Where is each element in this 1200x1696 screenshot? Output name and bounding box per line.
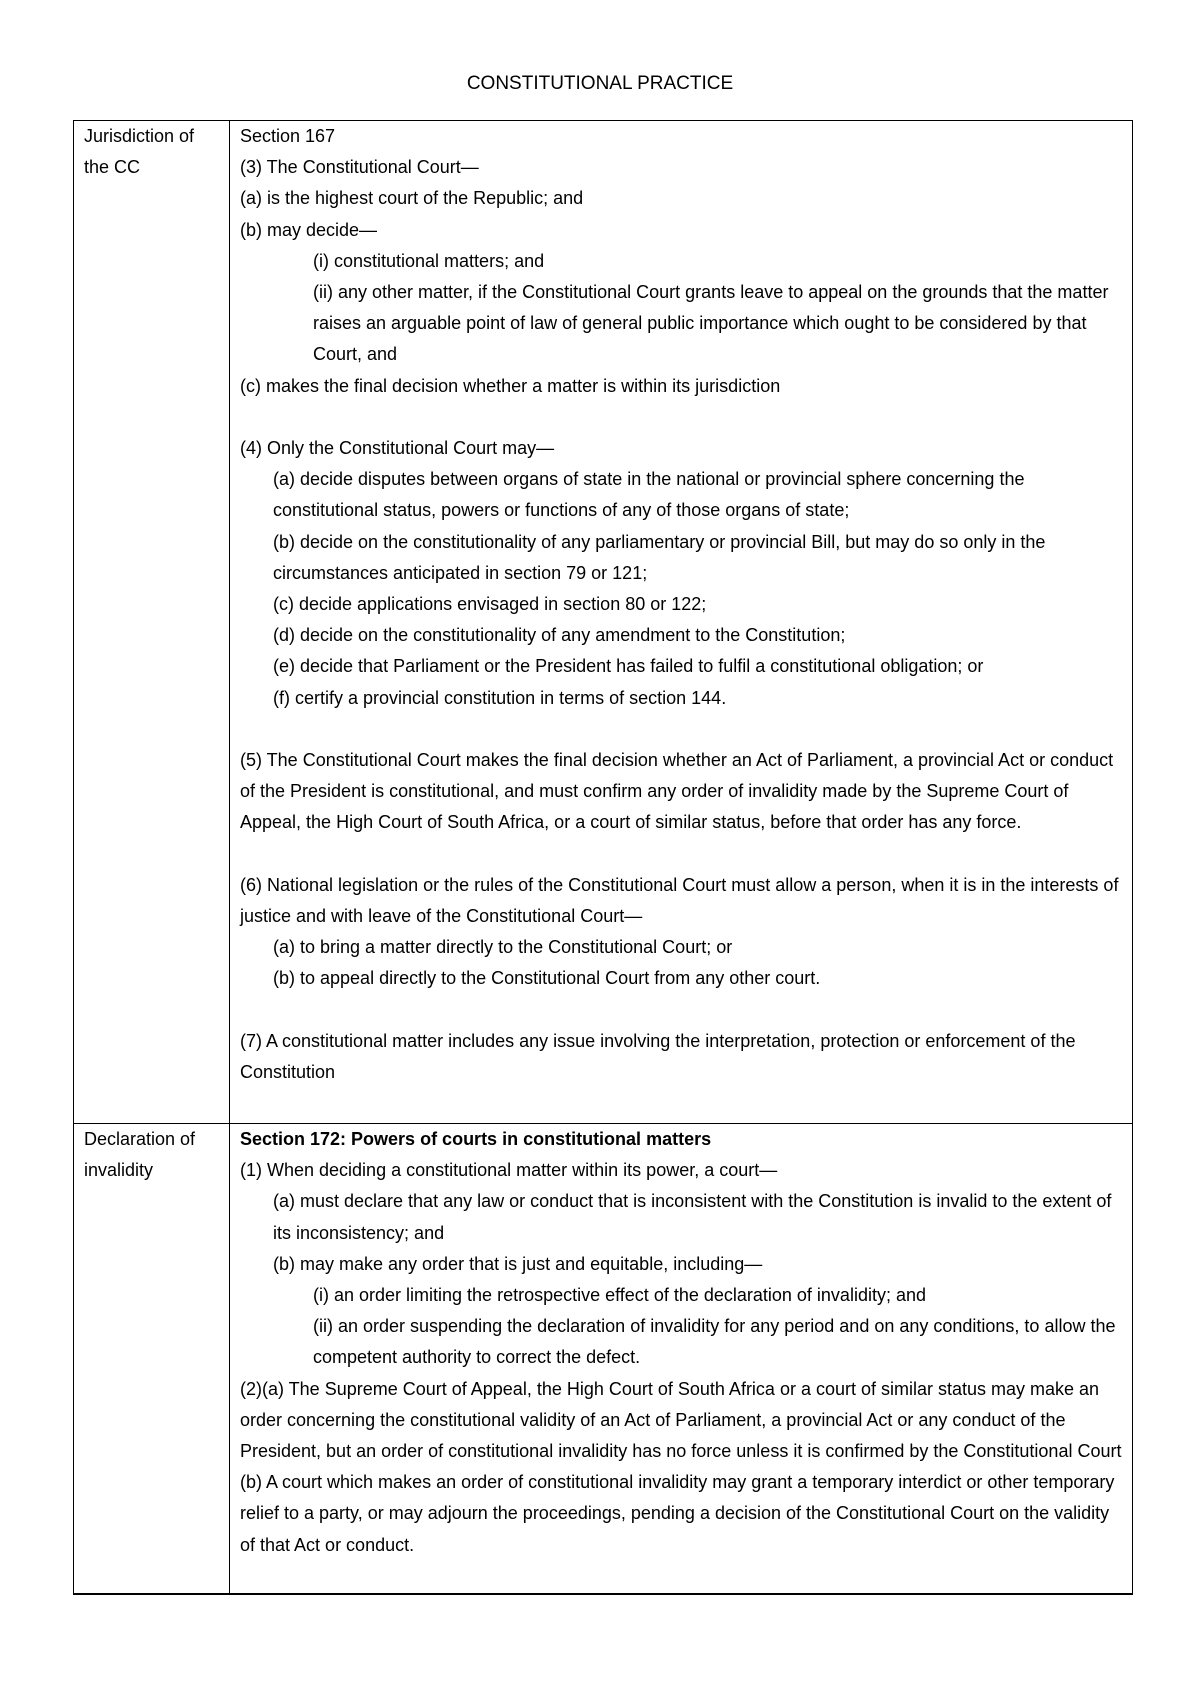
- provision-line: (c) decide applications envisaged in section 80 or 122;: [273, 594, 707, 615]
- provision-line: (c) makes the final decision whether a matter is within its jurisdiction: [240, 375, 781, 396]
- blank-line: [240, 839, 1126, 870]
- provision-line: (4) Only the Constitutional Court may—: [240, 438, 555, 459]
- row-content-cell: [230, 1124, 1133, 1595]
- blank-line: [240, 714, 1126, 745]
- provision-line: (2)(a) The Supreme Court of Appeal, the High Court of South Africa or a court of similar status may make an order concerning the constitutional validity of an Act of Parliament, a provincial Act or any conduct of the President, but an order of constitutional invalidity has no force unless it is confirmed by the Constitutional Court: [240, 1378, 1122, 1462]
- provision-line: (e) decide that Parliament or the President has failed to fulfil a constitutional obligation; or: [273, 656, 984, 677]
- provision-line: (f) certify a provincial constitution in terms of section 144.: [273, 687, 727, 708]
- provision-line: (d) decide on the constitutionality of any amendment to the Constitution;: [273, 625, 846, 646]
- section-heading: Section 172: Powers of courts in constitutional matters: [240, 1129, 712, 1149]
- provision-line: (ii) any other matter, if the Constitutional Court grants leave to appeal on the grounds that the matter raises an arguable point of law of general public importance which ought to be considered by that Court, and: [313, 282, 1109, 365]
- provision-line: (b) may decide—: [240, 219, 378, 240]
- row-label-cell: [74, 121, 230, 1124]
- content-table: [73, 120, 1133, 1595]
- provision-line: (1) When deciding a constitutional matter within its power, a court—: [240, 1160, 778, 1181]
- provision-line: (b) may make any order that is just and equitable, including—: [273, 1253, 763, 1274]
- provision-line: (7) A constitutional matter includes any issue involving the interpretation, protection or enforcement of the Constitution: [240, 1030, 1076, 1083]
- document-title: CONSTITUTIONAL PRACTICE: [466, 73, 734, 94]
- provision-line: (b) to appeal directly to the Constitutional Court from any other court.: [273, 968, 821, 989]
- provision-line: (i) an order limiting the retrospective effect of the declaration of invalidity; and: [313, 1285, 926, 1306]
- provision-line: Section 167: [240, 126, 336, 146]
- provision-line: (a) decide disputes between organs of state in the national or provincial sphere concerning the constitutional status, powers or functions of any of those organs of state;: [273, 469, 1025, 521]
- row-label: Jurisdiction of the CC: [84, 126, 195, 178]
- provision-line: (b) A court which makes an order of constitutional invalidity may grant a temporary interdict or other temporary relief to a party, or may adjourn the proceedings, pending a decision of the Constitutional Court on the validity of that Act or conduct.: [240, 1472, 1115, 1555]
- blank-line: [240, 995, 1126, 1026]
- row-label-cell: [74, 1124, 230, 1595]
- row-content-cell: [230, 121, 1133, 1124]
- provision-line: (i) constitutional matters; and: [313, 250, 545, 271]
- table-row: [74, 1124, 1133, 1595]
- provision-line: (5) The Constitutional Court makes the final decision whether an Act of Parliament, a provincial Act or conduct of the President is constitutional, and must confirm any order of invalidity made by the Supreme Court of Appeal, the High Court of South Africa, or a court of similar status, before that order has any force.: [240, 750, 1114, 833]
- provision-line: (ii) an order suspending the declaration of invalidity for any period and on any conditions, to allow the competent authority to correct the defect.: [313, 1316, 1116, 1368]
- provision-line: (a) to bring a matter directly to the Constitutional Court; or: [273, 937, 733, 958]
- row-label: Declaration of invalidity: [84, 1129, 196, 1181]
- provision-line: (a) must declare that any law or conduct that is inconsistent with the Constitution is invalid to the extent of its inconsistency; and: [273, 1191, 1112, 1243]
- provision-line: (6) National legislation or the rules of the Constitutional Court must allow a person, when it is in the interests of justice and with leave of the Constitutional Court—: [240, 874, 1119, 927]
- provision-line: (a) is the highest court of the Republic; and: [240, 188, 584, 209]
- provision-line: (b) decide on the constitutionality of any parliamentary or provincial Bill, but may do so only in the circumstances anticipated in section 79 or 121;: [273, 531, 1046, 583]
- blank-line: [240, 402, 1126, 433]
- provision-line: (3) The Constitutional Court—: [240, 157, 479, 178]
- table-row: [74, 121, 1133, 1124]
